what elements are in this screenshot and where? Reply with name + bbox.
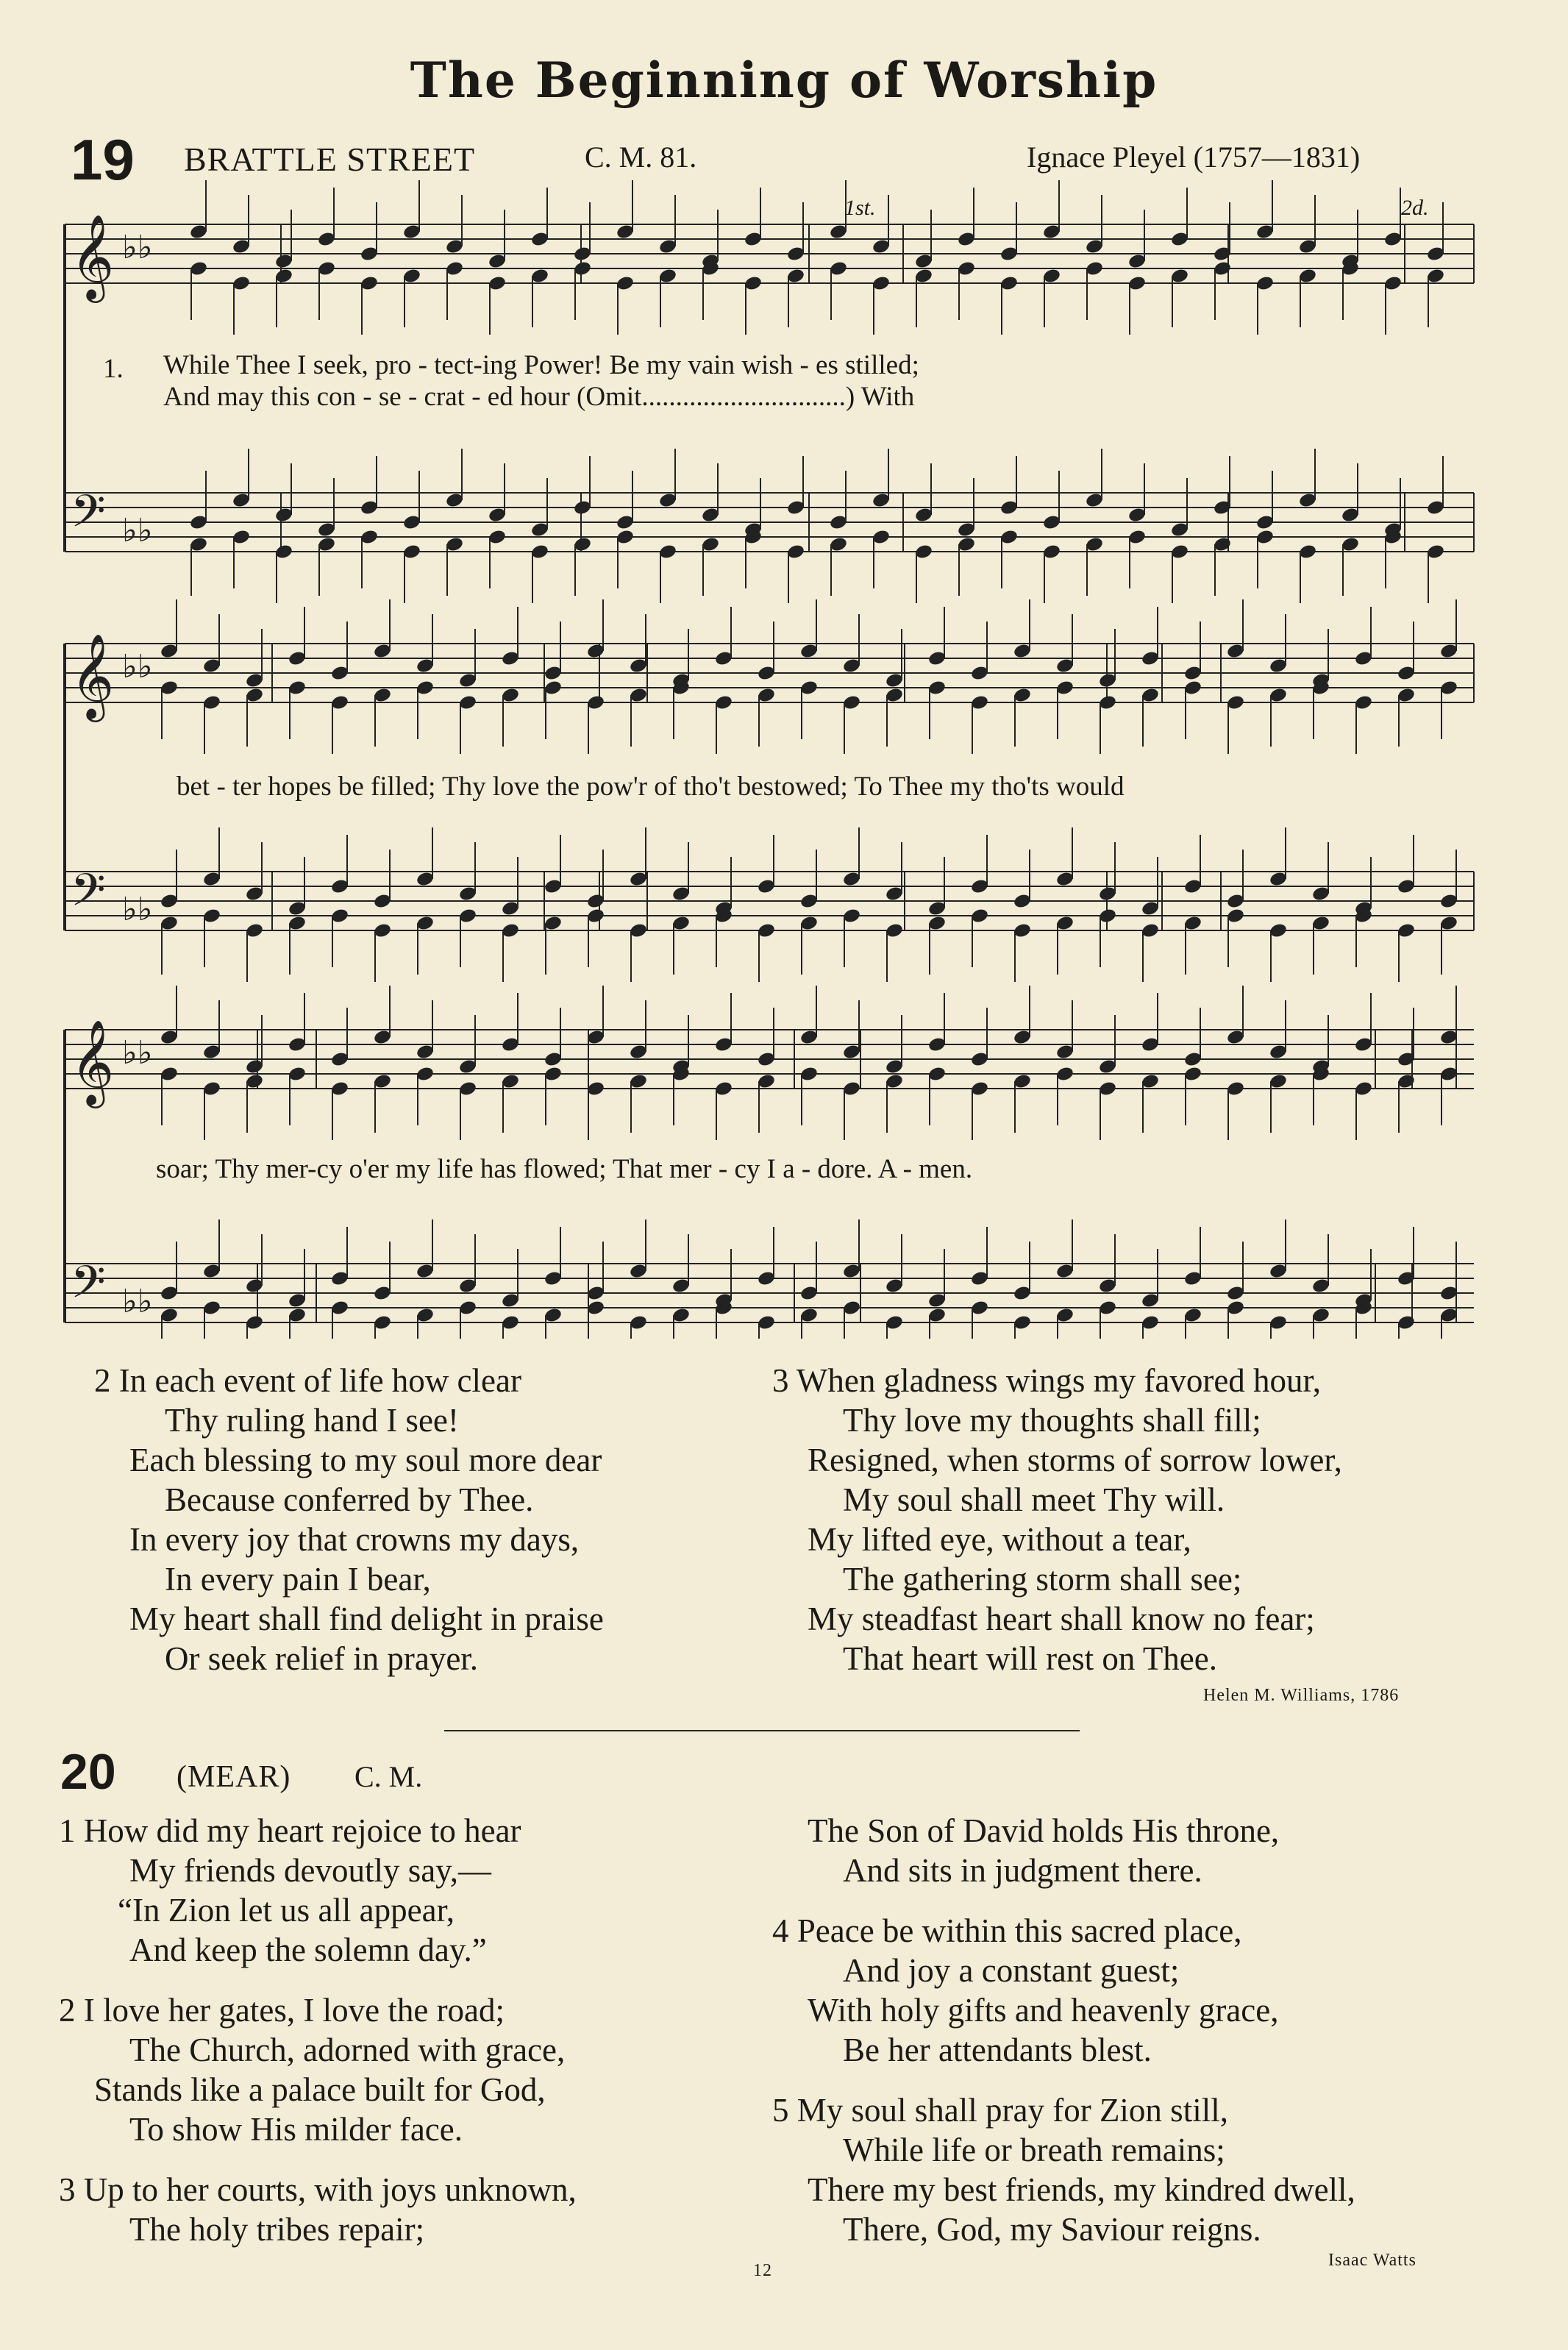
treble-clef-icon: 𝄞 (71, 633, 115, 719)
stanza-line: The Son of David holds His throne, (808, 1812, 1280, 1849)
stanza-line: 4 Peace be within this sacred place, (772, 1912, 1242, 1949)
bass-clef-icon: 𝄢 (71, 864, 106, 927)
stanza-line: 3 Up to her courts, with joys unknown, (59, 2171, 577, 2208)
treble-clef-icon: 𝄞 (71, 1019, 115, 1105)
stanza-line: My steadfast heart shall know no fear; (808, 1601, 1315, 1637)
hymn-20-stanza-5 (772, 2090, 1355, 2249)
key-signature-flat-icon: ♭♭ (122, 648, 153, 686)
stanza-line: And sits in judgment there. (843, 1852, 1202, 1889)
stanza-line: 3 When gladness wings my favored hour, (772, 1362, 1321, 1399)
hymn-19-text-author: Helen M. Williams, 1786 (1203, 1686, 1400, 1705)
hymn-20-stanza-3-cont (772, 1811, 1279, 1890)
stanza-line: The gathering storm shall see; (843, 1561, 1242, 1598)
key-signature-flat-icon: ♭♭ (122, 512, 153, 549)
bass-clef-icon: 𝄢 (71, 485, 106, 549)
key-signature-flat-icon: ♭♭ (122, 229, 153, 266)
key-signature-flat-icon: ♭♭ (122, 1034, 153, 1072)
second-ending-mark: 2d. (1401, 196, 1429, 220)
hymn-20-stanza-2 (59, 1990, 565, 2149)
stanza-line: Or seek relief in prayer. (165, 1640, 479, 1677)
stanza-line: “In Zion let us all appear, (118, 1892, 455, 1929)
stanza-line: With holy gifts and heavenly grace, (808, 1992, 1279, 2029)
stanza-line: My friends devoutly say,— (129, 1852, 492, 1889)
hymn-20-stanza-4 (772, 1911, 1278, 2070)
stanza-line: My soul shall meet Thy will. (843, 1481, 1225, 1518)
hymn-20-number: 20 (60, 1744, 116, 1800)
stanza-line: 5 My soul shall pray for Zion still, (772, 2092, 1228, 2129)
hymn-20-tune: (MEAR) (177, 1760, 291, 1794)
key-signature-flat-icon: ♭♭ (122, 1283, 153, 1320)
page-number: 12 (753, 2261, 772, 2280)
treble-clef-icon: 𝄞 (71, 213, 115, 299)
stanza-line: And joy a constant guest; (843, 1952, 1180, 1989)
lyrics-system-2: bet - ter hopes be filled; Thy love the pow'r of tho't bestowed; To Thee my tho'ts would (177, 772, 1125, 802)
page-title: The Beginning of Worship (410, 51, 1158, 109)
stanza-line: In every joy that crowns my days, (129, 1521, 580, 1558)
hymn-19-meter: C. M. 81. (585, 140, 697, 174)
first-ending-mark: 1st. (844, 196, 876, 220)
hymn-20-stanza-3 (59, 2170, 577, 2249)
hymn-20-meter: C. M. (354, 1760, 423, 1793)
stanza-line: Be her attendants blest. (843, 2032, 1152, 2068)
stanza-line: Stands like a palace built for God, (94, 2071, 546, 2108)
hymn-19-stanza-3 (772, 1361, 1342, 1678)
stanza-line: The Church, adorned with grace, (129, 2032, 566, 2068)
hymn-20-text-author: Isaac Watts (1328, 2251, 1416, 2270)
stanza-line: The holy tribes repair; (129, 2211, 425, 2248)
verse-number: 1. (103, 354, 124, 384)
stanza-line: To show His milder face. (129, 2111, 463, 2148)
stanza-line: That heart will rest on Thee. (843, 1640, 1217, 1677)
stanza-line: While life or breath remains; (843, 2132, 1225, 2168)
stanza-line: Thy love my thoughts shall fill; (843, 1402, 1261, 1439)
hymn-19-tune: BRATTLE STREET (184, 140, 476, 178)
hymn-19-composer: Ignace Pleyel (1757—1831) (1027, 140, 1361, 174)
stanza-line: Each blessing to my soul more dear (129, 1442, 602, 1478)
stanza-line: My heart shall find delight in praise (129, 1601, 604, 1637)
lyrics-system-1-line-2: And may this con - se - crat - ed hour (Omit..............................) With (163, 382, 915, 412)
stanza-line: 1 How did my heart rejoice to hear (59, 1812, 521, 1849)
stanza-line: Because conferred by Thee. (165, 1481, 534, 1518)
hymn-20-stanza-1 (59, 1811, 521, 1970)
stanza-line: My lifted eye, without a tear, (808, 1521, 1191, 1558)
stanza-line: Thy ruling hand I see! (165, 1402, 459, 1439)
stanza-line: There, God, my Saviour reigns. (843, 2211, 1261, 2248)
bass-clef-icon: 𝄢 (71, 1256, 106, 1320)
stanza-line: 2 I love her gates, I love the road; (59, 1992, 505, 2029)
stanza-line: 2 In each event of life how clear (94, 1362, 521, 1399)
lyrics-system-1-line-1: While Thee I seek, pro - tect-ing Power! Be my vain wish - es stilled; (163, 350, 919, 380)
hymn-divider (444, 1730, 1080, 1731)
key-signature-flat-icon: ♭♭ (122, 891, 153, 928)
stanza-line: There my best friends, my kindred dwell, (808, 2171, 1355, 2208)
stanza-line: Resigned, when storms of sorrow lower, (808, 1442, 1342, 1478)
lyrics-system-3: soar; Thy mer-cy o'er my life has flowed; That mer - cy I a - dore. A - men. (156, 1154, 973, 1184)
stanza-line: And keep the solemn day.” (129, 1931, 487, 1968)
stanza-line: In every pain I bear, (165, 1561, 431, 1598)
hymn-19-stanza-2 (94, 1361, 604, 1678)
hymn-19-number: 19 (71, 127, 135, 192)
